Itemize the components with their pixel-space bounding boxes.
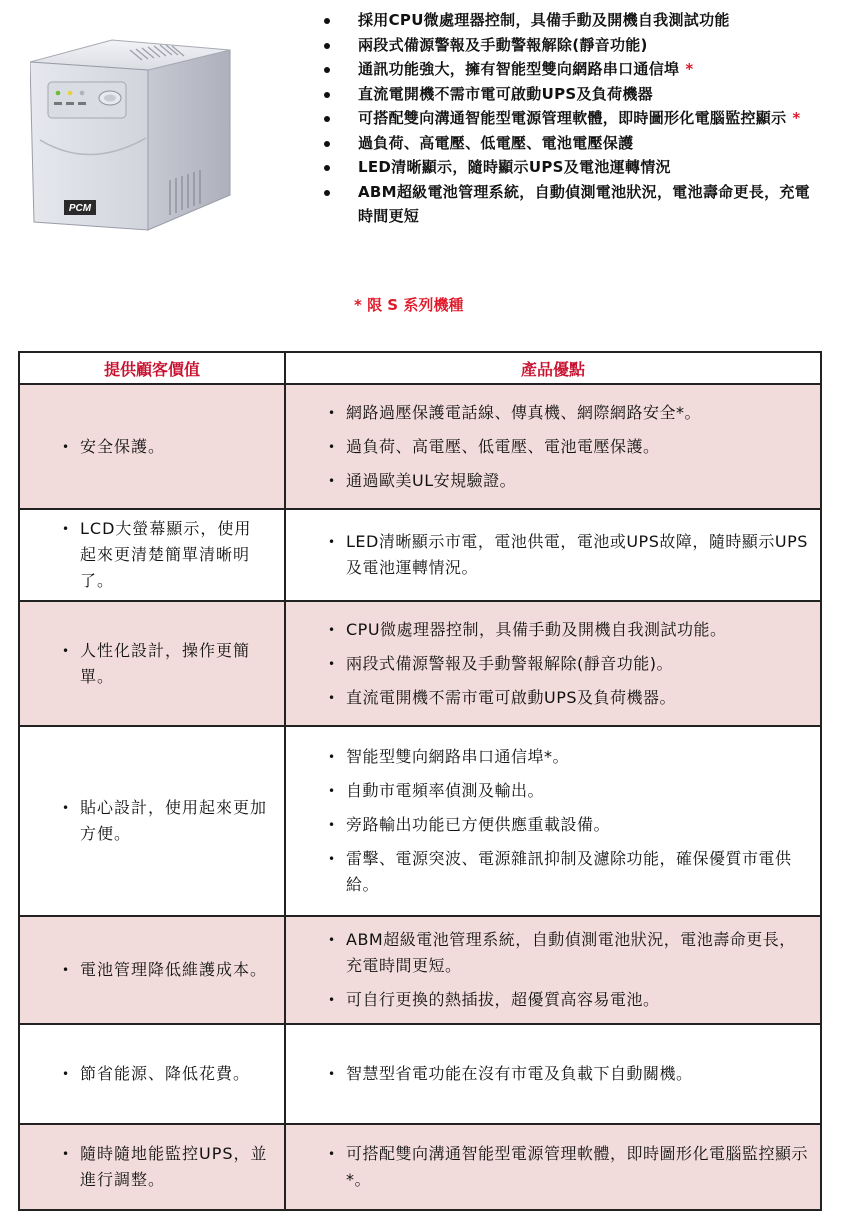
advantage-item: • 可搭配雙向溝通智能型電源管理軟體，即時圖形化電腦監控顯示*。 bbox=[346, 1141, 810, 1193]
feature-mark: * bbox=[792, 109, 801, 127]
feature-text: 採用CPU微處理器控制，具備手動及開機自我測試功能 bbox=[358, 11, 730, 29]
advantage-list bbox=[286, 617, 820, 711]
header-customer-value: 提供顧客價值 bbox=[19, 352, 285, 384]
ups-product-image bbox=[30, 30, 240, 255]
feature-text: 直流電開機不需市電可啟動UPS及負荷機器 bbox=[358, 84, 653, 103]
product-logo: PCM bbox=[68, 203, 92, 214]
customer-value: • 隨時隨地能監控UPS，並進行調整。 bbox=[20, 1141, 284, 1193]
feature-text: 通訊功能強大，擁有智能型雙向網路串口通信埠 bbox=[358, 60, 680, 78]
advantage-item: • 直流電開機不需市電可啟動UPS及負荷機器。 bbox=[346, 685, 810, 711]
table-row bbox=[19, 384, 821, 509]
feature-item bbox=[320, 131, 820, 155]
feature-item bbox=[320, 155, 820, 179]
advantage-list bbox=[286, 744, 820, 898]
feature-text: 可搭配雙向溝通智能型電源管理軟體，即時圖形化電腦監控顯示 bbox=[358, 109, 787, 127]
advantage-list bbox=[286, 1141, 820, 1193]
advantage-item: • 雷擊、電源突波、電源雜訊抑制及濾除功能，確保優質市電供給。 bbox=[346, 846, 810, 898]
table-row bbox=[19, 726, 821, 916]
value-advantage-table bbox=[18, 351, 822, 1211]
advantage-item: • 過負荷、高電壓、低電壓、電池電壓保護。 bbox=[346, 434, 810, 460]
feature-item bbox=[320, 8, 820, 32]
table-row bbox=[19, 509, 821, 601]
feature-text: 過負荷、高電壓、低電壓、電池電壓保護 bbox=[358, 133, 634, 152]
header-product-advantages: 產品優點 bbox=[285, 352, 821, 384]
advantage-item: • 兩段式備源警報及手動警報解除(靜音功能)。 bbox=[346, 651, 810, 677]
advantage-item: • 智慧型省電功能在沒有市電及負載下自動關機。 bbox=[346, 1061, 810, 1087]
advantage-list bbox=[286, 529, 820, 581]
advantage-item: • 通過歐美UL安規驗證。 bbox=[346, 468, 810, 494]
advantage-item: • 網路過壓保護電話線、傳真機、網際網路安全*。 bbox=[346, 400, 810, 426]
feature-mark: * bbox=[685, 60, 694, 78]
feature-item bbox=[320, 82, 820, 106]
feature-item bbox=[320, 33, 820, 57]
feature-text: LED清晰顯示，隨時顯示UPS及電池運轉情況 bbox=[358, 158, 671, 176]
customer-value: • 安全保護。 bbox=[20, 434, 284, 460]
advantage-item: • ABM超級電池管理系統，自動偵測電池狀況，電池壽命更長，充電時間更短。 bbox=[346, 927, 810, 979]
advantage-item: • 智能型雙向網路串口通信埠*。 bbox=[346, 744, 810, 770]
feature-list bbox=[320, 8, 820, 228]
customer-value: • 節省能源、降低花費。 bbox=[20, 1061, 284, 1087]
advantage-item: • 自動市電頻率偵測及輸出。 bbox=[346, 778, 810, 804]
table-row bbox=[19, 916, 821, 1024]
advantage-item: • LED清晰顯示市電，電池供電，電池或UPS故障，隨時顯示UPS及電池運轉情況。 bbox=[346, 529, 810, 581]
customer-value: • 電池管理降低維護成本。 bbox=[20, 957, 284, 983]
customer-value: • 人性化設計，操作更簡單。 bbox=[20, 638, 284, 690]
advantage-list bbox=[286, 927, 820, 1013]
table-row bbox=[19, 1024, 821, 1124]
feature-item bbox=[320, 180, 820, 228]
customer-value: • 貼心設計，使用起來更加方便。 bbox=[20, 795, 284, 847]
advantage-item: • 旁路輸出功能已方便供應重載設備。 bbox=[346, 812, 810, 838]
advantage-item: • 可自行更換的熱插拔，超優質高容易電池。 bbox=[346, 987, 810, 1013]
series-limit-note: * 限 S 系列機種 bbox=[354, 296, 464, 314]
feature-text: 兩段式備源警報及手動警報解除(靜音功能) bbox=[358, 35, 648, 54]
feature-text: ABM超級電池管理系統，自動偵測電池狀況，電池壽命更長，充電時間更短 bbox=[358, 182, 810, 225]
feature-item bbox=[320, 106, 820, 130]
advantage-list bbox=[286, 1061, 820, 1087]
table-row bbox=[19, 1124, 821, 1210]
advantage-list bbox=[286, 400, 820, 494]
feature-item bbox=[320, 57, 820, 81]
customer-value: • LCD大螢幕顯示，使用起來更清楚簡單清晰明了。 bbox=[20, 516, 284, 594]
advantage-item: • CPU微處理器控制，具備手動及開機自我測試功能。 bbox=[346, 617, 810, 643]
table-row bbox=[19, 601, 821, 726]
